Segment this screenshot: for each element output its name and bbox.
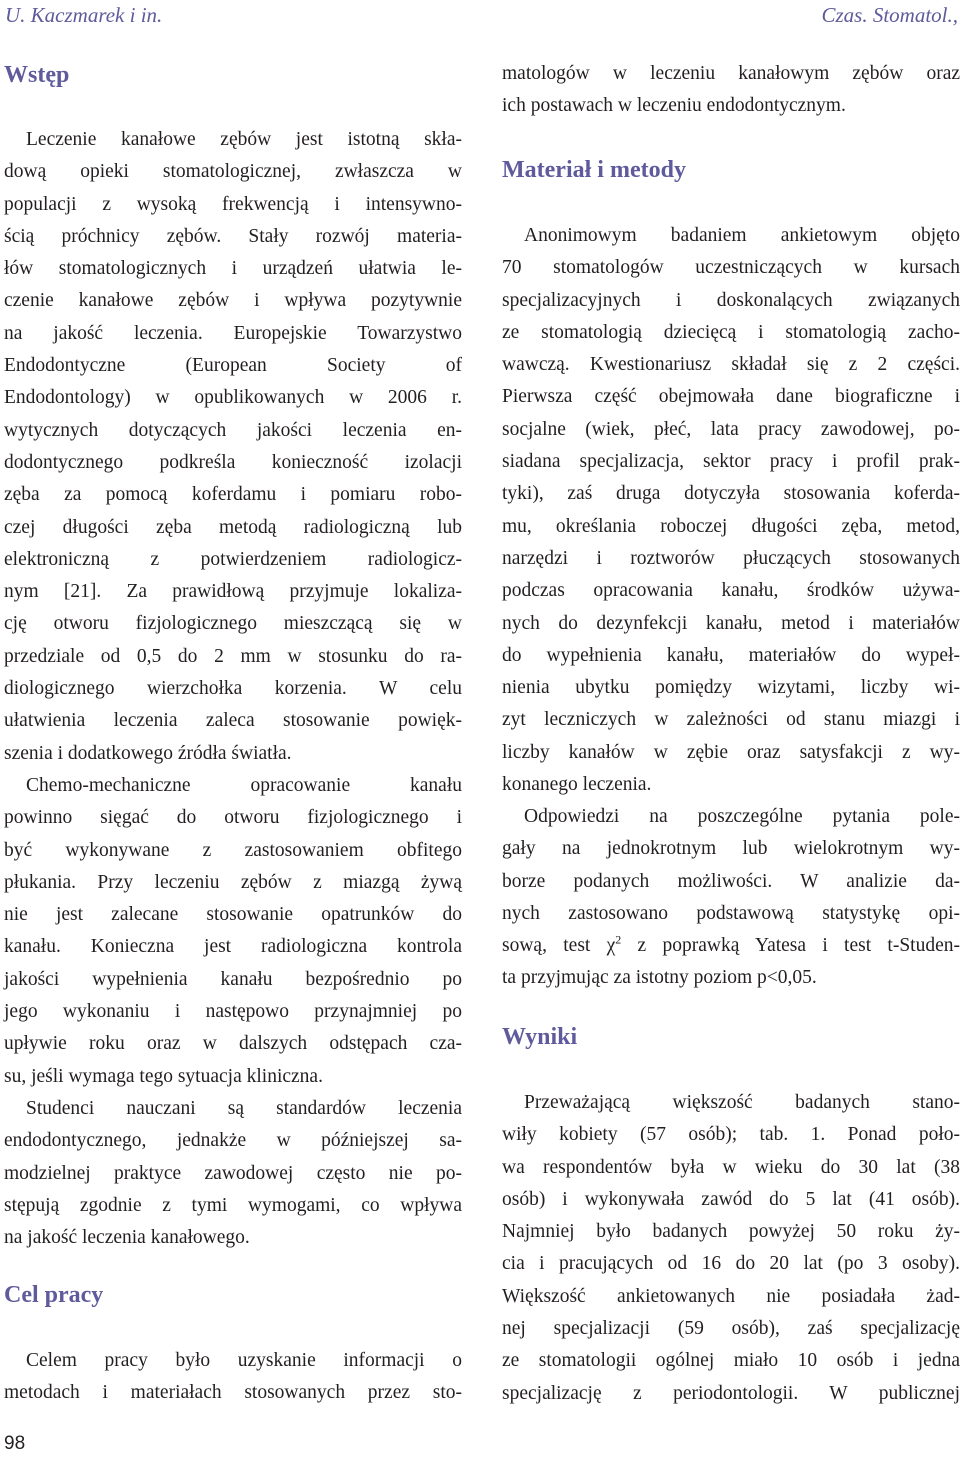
text-line: być wykonywane z zastosowaniem obfitego bbox=[4, 839, 462, 861]
text-line: Endodontology) w opublikowanych w 2006 r. bbox=[4, 387, 462, 409]
text-line: ścią próchnicy zębów. Stały rozwój materia- bbox=[4, 225, 462, 247]
text-line: zyt leczniczych w zależności od stanu miazgi i bbox=[502, 709, 960, 731]
heading-aim: Cel pracy bbox=[4, 1282, 104, 1308]
text-line: Studenci nauczani są standardów leczenia bbox=[26, 1098, 462, 1119]
text-line: upływie roku oraz w dalszych odstępach cza- bbox=[4, 1033, 462, 1055]
text-line: borze podanych możliwości. W analizie da- bbox=[502, 870, 960, 892]
text-line: na jakość leczenia kanałowego. bbox=[4, 1227, 250, 1249]
text-line: czenie kanałowe zębów i wpływa pozytywnie bbox=[4, 290, 462, 312]
text-line: narzędzi i roztworów płuczących stosowanych bbox=[502, 547, 960, 569]
text-line: nienia ubytku pomiędzy wizytami, liczby wi- bbox=[502, 677, 960, 699]
paragraph-results-1 bbox=[502, 1087, 960, 1410]
text-line: mu, określania roboczej długości zęba, metod, bbox=[502, 515, 960, 537]
text-line: nych do dezynfekcji kanału, metod i materiałów bbox=[502, 612, 960, 634]
text-line: szenia i dodatkowego źródła światła. bbox=[4, 742, 292, 764]
text-line: Większość ankietowanych nie posiadała żad- bbox=[502, 1285, 960, 1307]
text-line: wawczą. Kwestionariusz składał się z 2 części. bbox=[502, 354, 960, 376]
paragraph-intro-2 bbox=[4, 770, 462, 1093]
text-line: populacji z wysoką frekwencją i intensywno- bbox=[4, 193, 462, 215]
text-line: nie jest zalecane stosowanie opatrunków do bbox=[4, 904, 462, 926]
chi-square-exponent: 2 bbox=[615, 932, 622, 947]
text-line: Endodontyczne (European Society of bbox=[4, 355, 462, 377]
text-line: cję otworu fizjologicznego mieszczącą się w bbox=[4, 613, 462, 635]
paragraph-aim-continued bbox=[502, 58, 960, 123]
text-line: 70 stomatologów uczestniczących w kursach bbox=[502, 257, 960, 279]
text-line: kanału. Konieczna jest radiologiczna kontrola bbox=[4, 936, 462, 958]
text-line: Leczenie kanałowe zębów jest istotną skła- bbox=[26, 129, 462, 150]
text-line: cia i pracujących od 16 do 20 lat (po 3 osoby). bbox=[502, 1253, 960, 1275]
text-line: Odpowiedzi na poszczególne pytania pole- bbox=[524, 806, 960, 827]
text-line: su, jeśli wymaga tego sytuacja kliniczna. bbox=[4, 1065, 323, 1087]
heading-results: Wyniki bbox=[502, 1024, 578, 1050]
text-line: dową opieki stomatologicznej, zwłaszcza w bbox=[4, 161, 462, 183]
heading-methods: Materiał i metody bbox=[502, 157, 686, 183]
chi-square-label: sową, test χ bbox=[502, 935, 616, 957]
text-line: liczby kanałów w zębie oraz satysfakcji z wy- bbox=[502, 741, 960, 763]
text-line: ułatwienia leczenia zaleca stosowanie powięk- bbox=[4, 710, 462, 732]
text-line: nych zastosowano podstawową statystykę opi- bbox=[502, 902, 960, 924]
text-line: Celem pracy było uzyskanie informacji o bbox=[26, 1350, 462, 1371]
methods-2-last-line: ta przyjmując za istotny poziom p<0,05. bbox=[502, 967, 817, 989]
heading-introduction: Wstęp bbox=[4, 62, 70, 88]
text-line: dodontycznego podkreśla konieczność izolacji bbox=[4, 451, 462, 473]
text-line: wytycznych dotyczących jakości leczenia en- bbox=[4, 419, 462, 441]
paragraph-aim bbox=[4, 1345, 462, 1410]
text-line: Chemo-mechaniczne opracowanie kanału bbox=[26, 775, 462, 796]
chi-square-rest: z poprawką Yatesa i test t-Studen- bbox=[621, 935, 960, 957]
text-line: specjalizacyjnych i doskonalących związanych bbox=[502, 289, 960, 311]
text-line: gały na jednokrotnym lub wielokrotnym wy- bbox=[502, 838, 960, 860]
text-line: jego wykonaniu i następowo przynajmniej po bbox=[4, 1001, 462, 1023]
text-line: nej specjalizacji (59 osób), zaś specjalizację bbox=[502, 1318, 960, 1340]
text-line: przedziale od 0,5 do 2 mm w stosunku do ra- bbox=[4, 645, 462, 667]
running-head-journal: Czas. Stomatol., bbox=[821, 3, 958, 27]
text-line: czej długości zęba metodą radiologiczną lub bbox=[4, 516, 462, 538]
text-line: Anonimowym badaniem ankietowym objęto bbox=[524, 225, 960, 246]
text-line: konanego leczenia. bbox=[502, 774, 652, 796]
text-line: osób) i wykonywała zawód do 5 lat (41 osób). bbox=[502, 1188, 960, 1210]
text-line: zęba za pomocą koferdamu i pomiaru robo- bbox=[4, 484, 462, 506]
text-line: na jakość leczenia. Europejskie Towarzystwo bbox=[4, 322, 462, 344]
text-line: modzielnej praktyce zawodowej często nie po- bbox=[4, 1162, 462, 1184]
text-line: specjalizację z periodontologii. W publicznej bbox=[502, 1382, 960, 1404]
text-line: socjalne (wiek, płeć, lata pracy zawodowej, po- bbox=[502, 418, 960, 440]
text-line: elektroniczną z potwierdzeniem radiologicz- bbox=[4, 548, 462, 570]
text-line: podczas opracowania kanału, środków używa- bbox=[502, 580, 960, 602]
methods-2-chi-line bbox=[502, 930, 960, 962]
text-line: tyki), zaś druga dotyczyła stosowania koferda- bbox=[502, 483, 960, 505]
running-head-authors: U. Kaczmarek i in. bbox=[5, 3, 163, 27]
methods-2-lines bbox=[502, 801, 960, 930]
paragraph-methods-1 bbox=[502, 220, 960, 801]
text-line: matologów w leczeniu kanałowym zębów oraz bbox=[502, 63, 960, 84]
page-number: 98 bbox=[4, 1433, 26, 1454]
text-line: powinno sięgać do otworu fizjologicznego i bbox=[4, 807, 462, 829]
text-line: ich postawach w leczeniu endodontycznym. bbox=[502, 95, 846, 117]
text-line: Pierwsza część obejmowała dane biograficzne i bbox=[502, 386, 960, 408]
paragraph-intro-3 bbox=[4, 1093, 462, 1254]
text-line: nym [21]. Za prawidłową przyjmuje lokaliza- bbox=[4, 581, 462, 603]
text-line: wiły kobiety (57 osób); tab. 1. Ponad poło- bbox=[502, 1124, 960, 1146]
text-line: stępują zgodnie z tymi wymogami, co wpływa bbox=[4, 1194, 462, 1216]
text-line: wa respondentów była w wieku do 30 lat (38 bbox=[502, 1156, 960, 1178]
text-line: metodach i materiałach stosowanych przez sto- bbox=[4, 1382, 462, 1404]
text-line: jakości wypełnienia kanału bezpośrednio po bbox=[4, 968, 462, 990]
text-line: diologicznego wierzchołka korzenia. W celu bbox=[4, 678, 462, 700]
text-line: ze stomatologii ogólnej miało 10 osób i jedna bbox=[502, 1350, 960, 1372]
text-line: siadana specjalizacja, sektor pracy i profil prak- bbox=[502, 451, 960, 473]
text-line: łów stomatologicznych i urządzeń ułatwia le- bbox=[4, 258, 462, 280]
paragraph-intro-1 bbox=[4, 124, 462, 770]
text-line: endodontycznego, jednakże w późniejszej sa- bbox=[4, 1130, 462, 1152]
text-line: ze stomatologią dziecięcą i stomatologią zacho- bbox=[502, 321, 960, 343]
text-line: Przeważającą większość badanych stano- bbox=[524, 1092, 960, 1113]
text-line: Najmniej było badanych powyżej 50 roku ży- bbox=[502, 1221, 960, 1243]
text-line: płukania. Przy leczeniu zębów z miazgą żywą bbox=[4, 871, 462, 893]
text-line: do wypełnienia kanału, materiałów do wypeł- bbox=[502, 644, 960, 666]
paragraph-methods-2 bbox=[502, 801, 960, 995]
